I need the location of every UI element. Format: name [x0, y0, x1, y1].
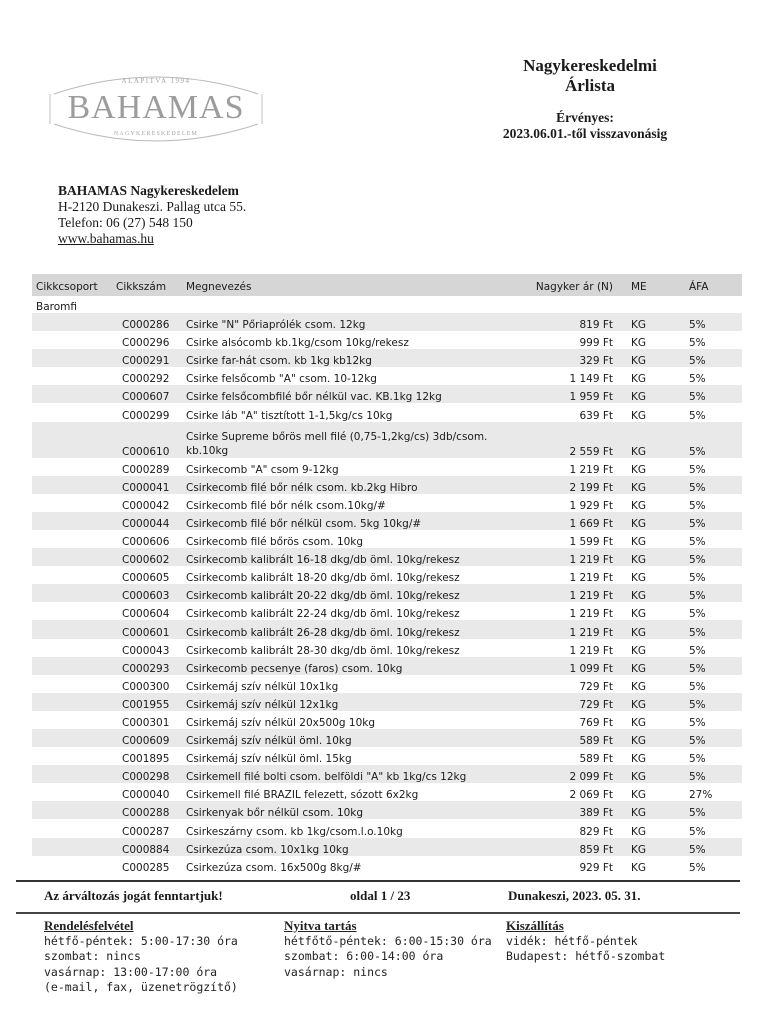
- price-cell: 1 669 Ft: [522, 512, 619, 530]
- price-cell: 999 Ft: [522, 331, 619, 349]
- opening-line: szombat: 6:00-14:00 óra: [284, 949, 444, 963]
- name-cell: Csirke felsőcomb "A" csom. 10-12kg: [182, 367, 522, 385]
- code-cell: C000293: [112, 657, 182, 675]
- vat-cell: 5%: [679, 385, 742, 403]
- group-cell: [32, 548, 112, 566]
- code-cell: C000040: [112, 783, 182, 801]
- name-cell: Csirkenyak bőr nélkül csom. 10kg: [182, 801, 522, 819]
- table-row: [32, 313, 742, 331]
- price-cell: 929 Ft: [522, 856, 619, 874]
- unit-cell: KG: [619, 584, 679, 602]
- vat-cell: 5%: [679, 548, 742, 566]
- price-cell: 1 219 Ft: [522, 620, 619, 638]
- code-cell: C000296: [112, 331, 182, 349]
- code-cell: C000299: [112, 403, 182, 421]
- unit-cell: KG: [619, 602, 679, 620]
- table-row: [32, 747, 742, 765]
- vat-cell: 5%: [679, 331, 742, 349]
- table-row: [32, 584, 742, 602]
- name-cell: Csirkemell filé BRAZIL felezett, sózott 6x2kg: [182, 783, 522, 801]
- table-row: [32, 476, 742, 494]
- table-row: [32, 783, 742, 801]
- title-line-2: Árlista: [564, 76, 616, 95]
- vat-cell: 5%: [679, 422, 742, 458]
- group-cell: [32, 458, 112, 476]
- code-cell: C000603: [112, 584, 182, 602]
- unit-cell: KG: [619, 783, 679, 801]
- name-cell: Csirkecomb kalibrált 18-20 dkg/db öml. 10kg/rekesz: [182, 566, 522, 584]
- code-cell: C001895: [112, 747, 182, 765]
- vat-cell: 5%: [679, 494, 742, 512]
- unit-cell: KG: [619, 331, 679, 349]
- price-cell: 769 Ft: [522, 711, 619, 729]
- validity-label: Érvényes:: [556, 110, 614, 125]
- unit-cell: KG: [619, 566, 679, 584]
- unit-cell: KG: [619, 512, 679, 530]
- price-cell: 2 199 Ft: [522, 476, 619, 494]
- code-cell: C000287: [112, 819, 182, 837]
- vat-cell: 5%: [679, 367, 742, 385]
- name-cell: Csirkecomb kalibrált 22-24 dkg/db öml. 10kg/rekesz: [182, 602, 522, 620]
- price-cell: 329 Ft: [522, 349, 619, 367]
- table-row: [32, 458, 742, 476]
- code-cell: C000292: [112, 367, 182, 385]
- group-cell: [32, 620, 112, 638]
- group-cell: [32, 422, 112, 458]
- code-cell: C000604: [112, 602, 182, 620]
- group-cell: [32, 639, 112, 657]
- name-cell: Csirke alsócomb kb.1kg/csom 10kg/rekesz: [182, 331, 522, 349]
- table-row: [32, 566, 742, 584]
- code-cell: C000301: [112, 711, 182, 729]
- header-group: Cikkcsoport: [32, 274, 112, 296]
- price-cell: 1 959 Ft: [522, 385, 619, 403]
- price-cell: 819 Ft: [522, 313, 619, 331]
- group-cell: [32, 385, 112, 403]
- code-cell: C000607: [112, 385, 182, 403]
- price-cell: 1 149 Ft: [522, 367, 619, 385]
- vat-cell: 5%: [679, 711, 742, 729]
- group-cell: [32, 838, 112, 856]
- table-row: [32, 639, 742, 657]
- name-cell: Csirkemell filé bolti csom. belföldi "A" kb 1kg/cs 12kg: [182, 765, 522, 783]
- name-cell: Csirke láb "A" tisztított 1-1,5kg/cs 10kg: [182, 403, 522, 421]
- name-cell: Csirkemáj szív nélkül 20x500g 10kg: [182, 711, 522, 729]
- group-cell: [32, 403, 112, 421]
- unit-cell: KG: [619, 548, 679, 566]
- name-cell: Csirkezúza csom. 10x1kg 10kg: [182, 838, 522, 856]
- table-row: [32, 548, 742, 566]
- code-cell: C000041: [112, 476, 182, 494]
- price-cell: 389 Ft: [522, 801, 619, 819]
- table-row: [32, 385, 742, 403]
- price-cell: 1 599 Ft: [522, 530, 619, 548]
- delivery-info: [506, 918, 665, 965]
- price-cell: 1 219 Ft: [522, 584, 619, 602]
- group-cell: [32, 783, 112, 801]
- name-cell: Csirkecomb kalibrált 26-28 dkg/db öml. 10kg/rekesz: [182, 620, 522, 638]
- price-cell: 639 Ft: [522, 403, 619, 421]
- unit-cell: KG: [619, 367, 679, 385]
- name-cell: Csirkecomb kalibrált 16-18 dkg/db öml. 10kg/rekesz: [182, 548, 522, 566]
- header-name: Megnevezés: [182, 274, 522, 296]
- group-cell: [32, 530, 112, 548]
- unit-cell: KG: [619, 729, 679, 747]
- logo-bottom-text: NAGYKERESKEDELEM: [113, 131, 199, 137]
- opening-line: vasárnap: nincs: [284, 964, 388, 979]
- orders-line: vasárnap: 13:00-17:00 óra: [44, 964, 218, 979]
- name-cell: Csirke felsőcombfilé bőr nélkül vac. KB.1kg 12kg: [182, 385, 522, 403]
- vat-cell: 5%: [679, 729, 742, 747]
- header-unit: ME: [619, 274, 679, 296]
- delivery-title: Kiszállítás: [506, 918, 564, 933]
- opening-line: hétfőtő-péntek: 6:00-15:30 óra: [284, 933, 492, 948]
- unit-cell: KG: [619, 693, 679, 711]
- table-row: [32, 367, 742, 385]
- delivery-line: vidék: hétfő-péntek: [506, 933, 638, 948]
- orders-info: [44, 918, 238, 996]
- table-header-row: [32, 274, 742, 296]
- unit-cell: KG: [619, 657, 679, 675]
- company-logo: [46, 66, 266, 152]
- price-cell: 729 Ft: [522, 693, 619, 711]
- price-cell: 2 099 Ft: [522, 765, 619, 783]
- vat-cell: 5%: [679, 458, 742, 476]
- orders-line: hétfő-péntek: 5:00-17:30 óra: [44, 933, 238, 948]
- group-cell: [32, 711, 112, 729]
- table-row: [32, 819, 742, 837]
- unit-cell: KG: [619, 494, 679, 512]
- unit-cell: KG: [619, 819, 679, 837]
- price-cell: 1 929 Ft: [522, 494, 619, 512]
- code-cell: C001955: [112, 693, 182, 711]
- group-cell: [32, 476, 112, 494]
- price-cell: 1 219 Ft: [522, 458, 619, 476]
- unit-cell: KG: [619, 675, 679, 693]
- footer-divider-bottom: [16, 912, 740, 914]
- group-cell: [32, 729, 112, 747]
- name-cell: Csirkemáj szív nélkül 12x1kg: [182, 693, 522, 711]
- vat-cell: 5%: [679, 476, 742, 494]
- code-cell: C000289: [112, 458, 182, 476]
- validity-block: [470, 110, 700, 142]
- code-cell: C000291: [112, 349, 182, 367]
- price-cell: 1 219 Ft: [522, 548, 619, 566]
- name-cell: Csirke "N" Pőriaprólék csom. 12kg: [182, 313, 522, 331]
- group-cell: [32, 675, 112, 693]
- unit-cell: KG: [619, 765, 679, 783]
- orders-line: (e-mail, fax, üzenetrögzítő): [44, 980, 238, 994]
- name-cell: Csirkecomb "A" csom 9-12kg: [182, 458, 522, 476]
- company-website-link[interactable]: www.bahamas.hu: [58, 231, 154, 246]
- unit-cell: KG: [619, 530, 679, 548]
- vat-cell: 5%: [679, 838, 742, 856]
- group-cell: [32, 313, 112, 331]
- unit-cell: KG: [619, 385, 679, 403]
- code-cell: C000884: [112, 838, 182, 856]
- table-row: [32, 657, 742, 675]
- unit-cell: KG: [619, 349, 679, 367]
- company-info: [58, 183, 246, 247]
- bahamas-logo-graphic: [46, 66, 266, 152]
- vat-cell: 5%: [679, 602, 742, 620]
- table-row: [32, 765, 742, 783]
- price-cell: 829 Ft: [522, 819, 619, 837]
- code-cell: C000298: [112, 765, 182, 783]
- logo-name: BAHAMAS: [67, 89, 245, 126]
- table-row: [32, 711, 742, 729]
- table-row: [32, 620, 742, 638]
- vat-cell: 5%: [679, 856, 742, 874]
- price-cell: 1 099 Ft: [522, 657, 619, 675]
- name-cell: Csirkemáj szív nélkül 10x1kg: [182, 675, 522, 693]
- unit-cell: KG: [619, 313, 679, 331]
- vat-cell: 5%: [679, 313, 742, 331]
- unit-cell: KG: [619, 476, 679, 494]
- table-row: [32, 331, 742, 349]
- group-cell: [32, 693, 112, 711]
- price-cell: 729 Ft: [522, 675, 619, 693]
- document-title: [480, 56, 700, 96]
- price-cell: 2 559 Ft: [522, 422, 619, 458]
- orders-line: szombat: nincs: [44, 949, 141, 963]
- code-cell: C000285: [112, 856, 182, 874]
- price-table: [32, 274, 742, 874]
- header-price: Nagyker ár (N): [522, 274, 619, 296]
- vat-cell: 5%: [679, 566, 742, 584]
- unit-cell: KG: [619, 801, 679, 819]
- code-cell: C000602: [112, 548, 182, 566]
- vat-cell: 5%: [679, 747, 742, 765]
- group-cell: [32, 657, 112, 675]
- table-row: [32, 693, 742, 711]
- group-cell: [32, 765, 112, 783]
- logo-top-text: ALAPITVA 1994: [121, 77, 191, 85]
- header-code: Cikkszám: [112, 274, 182, 296]
- name-cell: Csirkecomb filé bőr nélk csom. kb.2kg Hibro: [182, 476, 522, 494]
- vat-cell: 5%: [679, 657, 742, 675]
- table-row: [32, 512, 742, 530]
- price-cell: 859 Ft: [522, 838, 619, 856]
- name-cell: Csirke Supreme bőrös mell filé (0,75-1,2kg/cs) 3db/csom. kb.10kg: [182, 422, 522, 458]
- code-cell: C000286: [112, 313, 182, 331]
- price-cell: 1 219 Ft: [522, 602, 619, 620]
- group-cell: [32, 512, 112, 530]
- code-cell: C000042: [112, 494, 182, 512]
- header-vat: ÁFA: [679, 274, 742, 296]
- unit-cell: KG: [619, 458, 679, 476]
- name-cell: Csirkecomb kalibrált 28-30 dkg/db öml. 10kg/rekesz: [182, 639, 522, 657]
- price-cell: 589 Ft: [522, 729, 619, 747]
- unit-cell: KG: [619, 403, 679, 421]
- table-row: [32, 530, 742, 548]
- unit-cell: KG: [619, 747, 679, 765]
- name-cell: Csirkemáj szív nélkül öml. 15kg: [182, 747, 522, 765]
- code-cell: C000609: [112, 729, 182, 747]
- title-line-1: Nagykereskedelmi: [523, 56, 657, 75]
- unit-cell: KG: [619, 856, 679, 874]
- footer-disclaimer: Az árváltozás jogát fenntartjuk!: [44, 888, 223, 903]
- name-cell: Csirkezúza csom. 16x500g 8kg/#: [182, 856, 522, 874]
- name-cell: Csirkecomb pecsenye (faros) csom. 10kg: [182, 657, 522, 675]
- code-cell: C000606: [112, 530, 182, 548]
- vat-cell: 5%: [679, 530, 742, 548]
- validity-value: 2023.06.01.-től visszavonásig: [502, 126, 668, 141]
- delivery-line: Budapest: hétfő-szombat: [506, 949, 666, 963]
- name-cell: Csirkecomb filé bőr nélk csom.10kg/#: [182, 494, 522, 512]
- group-cell: [32, 494, 112, 512]
- vat-cell: 5%: [679, 349, 742, 367]
- vat-cell: 5%: [679, 512, 742, 530]
- vat-cell: 27%: [679, 783, 742, 801]
- price-cell: 589 Ft: [522, 747, 619, 765]
- name-cell: Csirke far-hát csom. kb 1kg kb12kg: [182, 349, 522, 367]
- vat-cell: 5%: [679, 639, 742, 657]
- unit-cell: KG: [619, 620, 679, 638]
- company-phone: Telefon: 06 (27) 548 150: [58, 215, 193, 230]
- vat-cell: 5%: [679, 675, 742, 693]
- group-cell: [32, 584, 112, 602]
- footer-place-date: Dunakeszi, 2023. 05. 31.: [508, 888, 641, 903]
- name-cell: Csirkecomb kalibrált 20-22 dkg/db öml. 10kg/rekesz: [182, 584, 522, 602]
- footer-page-number: oldal 1 / 23: [350, 888, 411, 903]
- unit-cell: KG: [619, 422, 679, 458]
- price-cell: 2 069 Ft: [522, 783, 619, 801]
- group-cell: [32, 801, 112, 819]
- group-cell: [32, 331, 112, 349]
- vat-cell: 5%: [679, 620, 742, 638]
- table-row: [32, 349, 742, 367]
- name-cell: Csirkeszárny csom. kb 1kg/csom.l.o.10kg: [182, 819, 522, 837]
- company-address: H-2120 Dunakeszi. Pallag utca 55.: [58, 199, 247, 214]
- name-cell: Csirkecomb filé bőr nélkül csom. 5kg 10kg/#: [182, 512, 522, 530]
- opening-hours-info: [284, 918, 492, 980]
- table-row: [32, 422, 742, 458]
- price-table-container: [32, 274, 742, 874]
- code-cell: C000605: [112, 566, 182, 584]
- vat-cell: 5%: [679, 801, 742, 819]
- price-cell: 1 219 Ft: [522, 639, 619, 657]
- vat-cell: 5%: [679, 693, 742, 711]
- table-row: [32, 675, 742, 693]
- code-cell: C000043: [112, 639, 182, 657]
- company-name: BAHAMAS Nagykereskedelem: [58, 183, 239, 198]
- table-row: [32, 801, 742, 819]
- group-cell: [32, 747, 112, 765]
- group-cell: [32, 367, 112, 385]
- vat-cell: 5%: [679, 584, 742, 602]
- group-cell: [32, 819, 112, 837]
- code-cell: C000601: [112, 620, 182, 638]
- vat-cell: 5%: [679, 819, 742, 837]
- opening-title: Nyitva tartás: [284, 918, 357, 933]
- table-row: [32, 856, 742, 874]
- group-cell: [32, 602, 112, 620]
- table-row: [32, 838, 742, 856]
- unit-cell: KG: [619, 711, 679, 729]
- name-cell: Csirkemáj szív nélkül öml. 10kg: [182, 729, 522, 747]
- group-row: [32, 296, 742, 313]
- group-cell: [32, 566, 112, 584]
- orders-title: Rendelésfelvétel: [44, 918, 134, 933]
- vat-cell: 5%: [679, 403, 742, 421]
- table-row: [32, 602, 742, 620]
- code-cell: C000288: [112, 801, 182, 819]
- unit-cell: KG: [619, 838, 679, 856]
- group-cell: [32, 856, 112, 874]
- name-cell: Csirkecomb filé bőrös csom. 10kg: [182, 530, 522, 548]
- table-row: [32, 403, 742, 421]
- table-row: [32, 494, 742, 512]
- unit-cell: KG: [619, 639, 679, 657]
- price-cell: 1 219 Ft: [522, 566, 619, 584]
- group-cell: [32, 349, 112, 367]
- footer-divider-top: [16, 880, 740, 882]
- table-row: [32, 729, 742, 747]
- code-cell: C000610: [112, 422, 182, 458]
- group-label: Baromfi: [32, 296, 112, 313]
- vat-cell: 5%: [679, 765, 742, 783]
- code-cell: C000044: [112, 512, 182, 530]
- code-cell: C000300: [112, 675, 182, 693]
